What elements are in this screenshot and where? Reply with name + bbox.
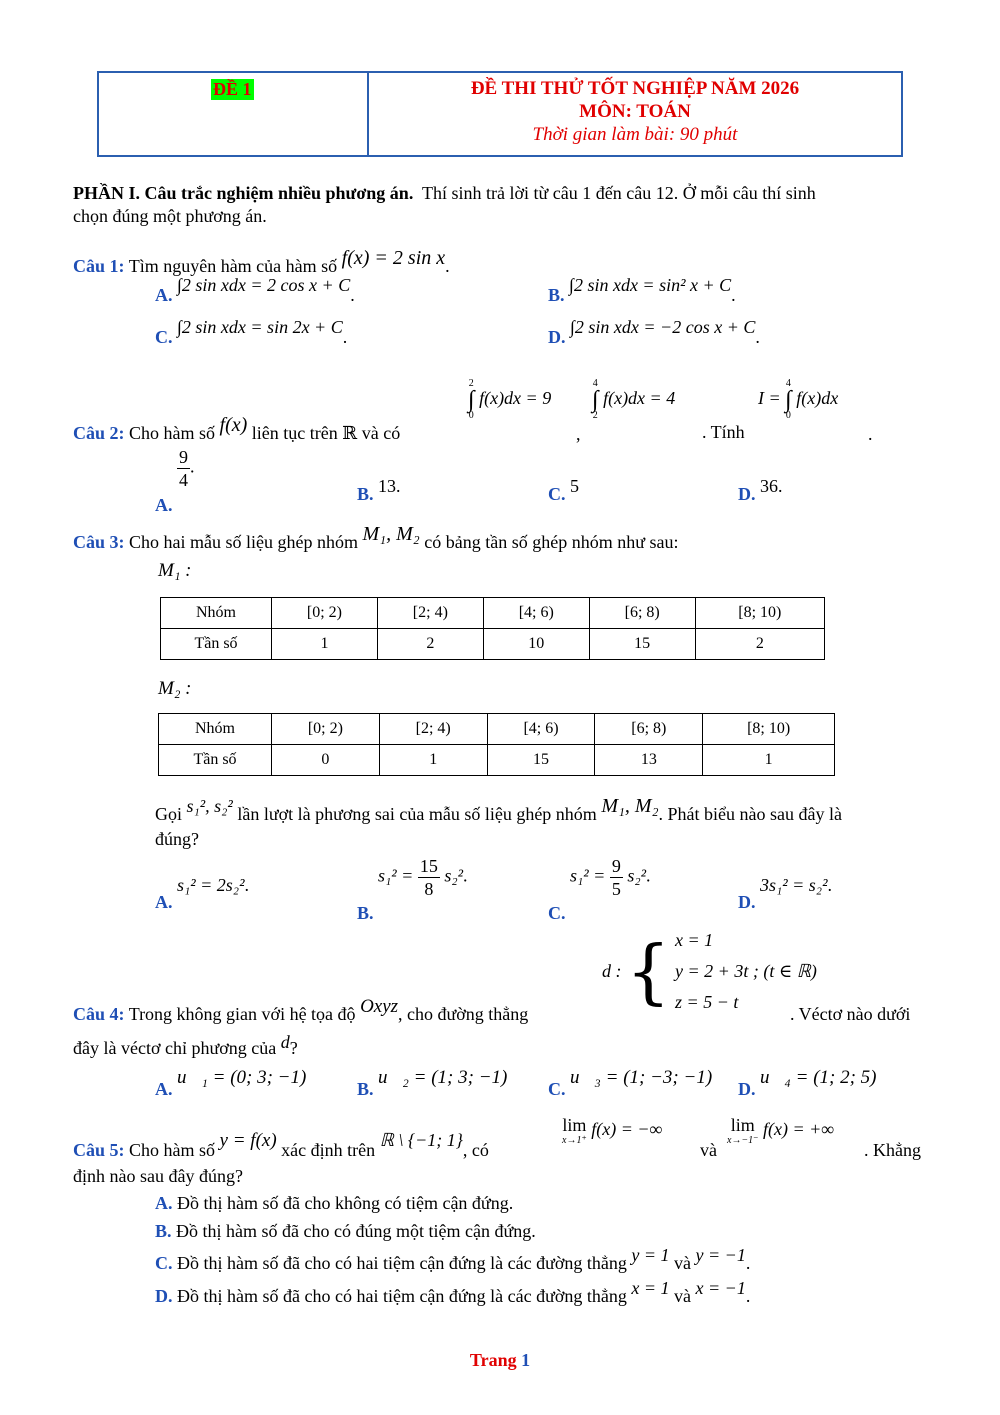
table-cell: 1 bbox=[379, 745, 487, 776]
q3-text: Cho hai mẫu số liệu ghép nhóm bbox=[129, 532, 358, 552]
q5-limit-1: lim x→1⁺ f(x) = −∞ bbox=[562, 1115, 663, 1146]
option-letter: A. bbox=[155, 285, 173, 305]
q3-variances: s₁², s₂² bbox=[186, 796, 233, 816]
q4-system: Oxyz bbox=[360, 996, 399, 1017]
q1-function: f(x) = 2 sin x bbox=[341, 247, 446, 269]
q1-text: Tìm nguyên hàm của hàm số bbox=[128, 256, 338, 276]
q2-text: Cho hàm số bbox=[129, 423, 216, 443]
q2-label: Câu 2: bbox=[73, 423, 125, 443]
page-label: Trang bbox=[469, 1350, 517, 1370]
option-letter: B. bbox=[357, 902, 374, 923]
table-cell: [6; 8) bbox=[589, 598, 695, 629]
option-expr: 5 bbox=[570, 476, 579, 496]
option-letter: C. bbox=[155, 327, 173, 347]
option-letter: D. bbox=[738, 892, 756, 912]
q5-text: , có bbox=[462, 1140, 489, 1160]
q3-question-line2: đúng? bbox=[155, 829, 199, 849]
option-expr: s₁² = 2s₂² bbox=[177, 875, 245, 895]
q3-label: Câu 3: bbox=[73, 532, 125, 552]
q4-label: Câu 4: bbox=[73, 1004, 125, 1024]
option-letter: B. bbox=[155, 1221, 172, 1241]
q5-option-b[interactable] bbox=[155, 1221, 536, 1242]
header-right-cell bbox=[369, 73, 901, 155]
part1-heading: PHẦN I. Câu trắc nghiệm nhiều phương án. bbox=[73, 183, 414, 203]
table-cell: [8; 10) bbox=[703, 714, 835, 745]
table-cell: 2 bbox=[377, 629, 483, 660]
q4-option-c[interactable] bbox=[548, 1067, 713, 1099]
option-expr: u⃗₃ = (1; −3; −1) bbox=[570, 1067, 713, 1088]
q2-function: f(x) bbox=[219, 414, 248, 436]
table-cell: 1 bbox=[703, 745, 835, 776]
q3-question-line1 bbox=[155, 795, 843, 826]
option-letter: C. bbox=[155, 1253, 173, 1273]
q5-text: Cho hàm số bbox=[129, 1140, 216, 1160]
option-math: x = −1 bbox=[695, 1278, 746, 1298]
option-expr: 3s₁² = s₂² bbox=[760, 875, 828, 895]
q4-option-d[interactable] bbox=[738, 1067, 877, 1099]
q5-label: Câu 5: bbox=[73, 1140, 125, 1160]
option-fraction: $\frac{9}{4}$ bbox=[179, 447, 188, 490]
exam-time: Thời gian làm bài: 90 phút bbox=[532, 124, 738, 145]
q4-text: Trong không gian với hệ tọa độ bbox=[128, 1004, 356, 1024]
q5-option-c[interactable]: C. Đồ thị hàm số đã cho có hai tiệm cận đứng là các đường thẳng y = 1 và y = −1. bbox=[155, 1245, 751, 1273]
option-letter: B. bbox=[357, 1079, 374, 1099]
q2-option-a[interactable]: A. $\frac{9}{4}$ . bbox=[155, 447, 195, 515]
m2-label: M₂ : bbox=[158, 678, 192, 699]
option-text: Đồ thị hàm số đã cho có hai tiệm cận đứng là các đường thẳng bbox=[177, 1286, 627, 1306]
exam-code: ĐỀ 1 bbox=[213, 79, 252, 99]
q5-option-a[interactable] bbox=[155, 1193, 513, 1214]
option-letter: C. bbox=[548, 484, 566, 504]
table-row bbox=[159, 714, 835, 745]
option-text: Đồ thị hàm số đã cho không có tiệm cận đứng. bbox=[177, 1193, 514, 1213]
table-cell: [4; 6) bbox=[487, 714, 595, 745]
q3-samples: M₁, M₂ bbox=[362, 523, 420, 545]
option-math: y = −1 bbox=[695, 1245, 746, 1265]
q3-option-a[interactable]: A. s₁² = 2s₂². bbox=[155, 875, 249, 912]
part1-line1 bbox=[73, 183, 816, 204]
q5-domain: ℝ \ {−1; 1} bbox=[379, 1130, 463, 1150]
q2-text: liên tục trên bbox=[251, 423, 338, 443]
option-letter: D. bbox=[738, 484, 756, 504]
table-cell: [2; 4) bbox=[379, 714, 487, 745]
q1-option-b[interactable]: B. ∫2 sin xdx = sin² x + C. bbox=[548, 275, 736, 305]
q3-option-b[interactable]: B. s₁² = $\frac{15}{8}$ s₂². bbox=[357, 856, 468, 923]
option-letter: D. bbox=[548, 327, 566, 347]
exam-title: ĐỀ THI THỬ TỐT NGHIỆP NĂM 2026 bbox=[470, 78, 800, 99]
q4-text: ? bbox=[289, 1038, 298, 1058]
q5-text: xác định trên bbox=[281, 1140, 376, 1160]
table-cell: [2; 4) bbox=[377, 598, 483, 629]
option-letter: A. bbox=[155, 1079, 173, 1099]
table-header-cell: Nhóm bbox=[161, 598, 272, 629]
q2-option-d[interactable]: D. 36. bbox=[738, 476, 783, 504]
option-text: và bbox=[674, 1253, 692, 1273]
q5-stem bbox=[73, 1130, 489, 1162]
q4-var: d bbox=[280, 1032, 290, 1052]
table-header-cell: Nhóm bbox=[159, 714, 272, 745]
option-expr: ∫2 sin xdx = 2 cos x + C bbox=[177, 275, 351, 295]
table-cell: [0; 2) bbox=[272, 598, 378, 629]
option-math: x = 1 bbox=[631, 1278, 670, 1298]
exam-header bbox=[97, 71, 903, 157]
q3-option-d[interactable]: D. 3s₁² = s₂². bbox=[738, 875, 832, 912]
option-expr: u⃗₂ = (1; 3; −1) bbox=[378, 1067, 508, 1088]
table-row bbox=[161, 598, 825, 629]
q5-limit-2: lim x→−1⁻ f(x) = +∞ bbox=[727, 1115, 835, 1146]
table-cell: [4; 6) bbox=[483, 598, 589, 629]
table-cell: 1 bbox=[272, 629, 378, 660]
q2-option-b[interactable]: B. 13. bbox=[357, 476, 401, 504]
q3-samples: M₁, M₂ bbox=[601, 795, 659, 817]
q3-text: lần lượt là phương sai của mẫu số liệu ghép nhóm bbox=[237, 804, 597, 824]
q4-stem-line2 bbox=[73, 1032, 298, 1059]
option-expr: ∫2 sin xdx = −2 cos x + C bbox=[570, 317, 756, 337]
q3-text: có bảng tần số ghép nhóm như sau: bbox=[424, 532, 679, 552]
q3-stem bbox=[73, 523, 679, 554]
q2-text: và có bbox=[361, 423, 401, 443]
q3-text: Gọi bbox=[155, 804, 182, 824]
part1-instruction: Thí sinh trả lời từ câu 1 đến câu 12. Ở mỗi câu thí sinh bbox=[422, 183, 816, 203]
q3-option-c[interactable]: C. s₁² = $\frac{9}{5}$ s₂². bbox=[548, 856, 651, 923]
option-expr: u⃗₁ = (0; 3; −1) bbox=[177, 1067, 307, 1088]
q4-option-b[interactable] bbox=[357, 1067, 508, 1099]
page-value: 1 bbox=[521, 1350, 531, 1370]
q3-text: . Phát biểu nào sau đây là bbox=[658, 804, 843, 824]
q1-option-a[interactable]: A. ∫2 sin xdx = 2 cos x + C. bbox=[155, 275, 355, 305]
option-letter: D. bbox=[738, 1079, 756, 1099]
m1-label: M₁ : bbox=[158, 560, 192, 581]
option-letter: D. bbox=[155, 1286, 173, 1306]
q5-function: y = f(x) bbox=[219, 1130, 277, 1151]
q2-integral-1: 2 ∫ 0 f(x)dx = 9 bbox=[468, 378, 552, 421]
header-left-cell bbox=[99, 73, 369, 155]
q4-text-c: . Véctơ nào dưới bbox=[790, 1004, 911, 1024]
table-cell: 0 bbox=[272, 745, 380, 776]
q1-option-d[interactable]: D. ∫2 sin xdx = −2 cos x + C. bbox=[548, 317, 760, 347]
q2-integral-2: 4 ∫ 2 f(x)dx = 4 bbox=[592, 378, 676, 421]
q2-domain: ℝ bbox=[342, 423, 358, 443]
option-text: Đồ thị hàm số đã cho có đúng một tiệm cận đứng. bbox=[176, 1221, 536, 1241]
table-cell: [0; 2) bbox=[272, 714, 380, 745]
table-header-cell: Tần số bbox=[159, 745, 272, 776]
q5-stem-line2: định nào sau đây đúng? bbox=[73, 1166, 243, 1186]
option-letter: A. bbox=[155, 494, 173, 515]
table-cell: 10 bbox=[483, 629, 589, 660]
option-letter: C. bbox=[548, 1079, 566, 1099]
option-expr: 13 bbox=[378, 476, 397, 496]
option-expr: u⃗₄ = (1; 2; 5) bbox=[760, 1067, 877, 1088]
m2-table bbox=[158, 713, 835, 776]
option-text: Đồ thị hàm số đã cho có hai tiệm cận đứng là các đường thẳng bbox=[177, 1253, 627, 1273]
part1-line2: chọn đúng một phương án. bbox=[73, 206, 267, 226]
q4-text: đây là véctơ chỉ phương của bbox=[73, 1038, 277, 1058]
option-letter: C. bbox=[548, 902, 566, 923]
option-expr: ∫2 sin xdx = sin 2x + C bbox=[177, 317, 343, 337]
option-letter: A. bbox=[155, 892, 173, 912]
option-letter: B. bbox=[357, 484, 374, 504]
table-cell: 2 bbox=[695, 629, 824, 660]
q2-option-c[interactable] bbox=[548, 476, 579, 504]
table-cell: 15 bbox=[487, 745, 595, 776]
q4-option-a[interactable] bbox=[155, 1067, 307, 1099]
table-header-cell: Tần số bbox=[161, 629, 272, 660]
option-expr: ∫2 sin xdx = sin² x + C bbox=[569, 275, 732, 295]
table-row bbox=[161, 629, 825, 660]
q4-stem bbox=[73, 996, 529, 1026]
q5-text-e: . Khẳng bbox=[864, 1140, 921, 1160]
q1-option-c[interactable]: C. ∫2 sin xdx = sin 2x + C. bbox=[155, 317, 348, 347]
q4-line-system: d : { x = 1 y = 2 + 3t ; (t ∈ ℝ) z = 5 − t bbox=[602, 930, 817, 1013]
page-number bbox=[0, 1350, 1000, 1371]
q1-label: Câu 1: bbox=[73, 256, 125, 276]
option-expr: 36 bbox=[760, 476, 778, 496]
table-cell: [6; 8) bbox=[595, 714, 703, 745]
q2-integral-3: I = 4 ∫ 0 f(x)dx bbox=[758, 378, 839, 421]
table-row bbox=[159, 745, 835, 776]
option-text: và bbox=[674, 1286, 692, 1306]
option-letter: A. bbox=[155, 1193, 173, 1213]
table-cell: 13 bbox=[595, 745, 703, 776]
q5-option-d[interactable]: D. Đồ thị hàm số đã cho có hai tiệm cận đứng là các đường thẳng x = 1 và x = −1. bbox=[155, 1278, 751, 1306]
exam-subject: MÔN: TOÁN bbox=[579, 101, 691, 122]
q5-text-va: và bbox=[700, 1140, 717, 1160]
table-cell: 15 bbox=[589, 629, 695, 660]
q2-stem bbox=[73, 414, 401, 445]
option-math: y = 1 bbox=[631, 1245, 670, 1265]
q2-text-tinh: . Tính bbox=[702, 422, 745, 442]
q4-text: , cho đường thẳng bbox=[398, 1004, 529, 1024]
q1-stem: Câu 1: Tìm nguyên hàm của hàm số f(x) = 2 sin x. bbox=[73, 247, 450, 276]
option-letter: B. bbox=[548, 285, 565, 305]
table-cell: [8; 10) bbox=[695, 598, 824, 629]
m1-table bbox=[160, 597, 825, 660]
